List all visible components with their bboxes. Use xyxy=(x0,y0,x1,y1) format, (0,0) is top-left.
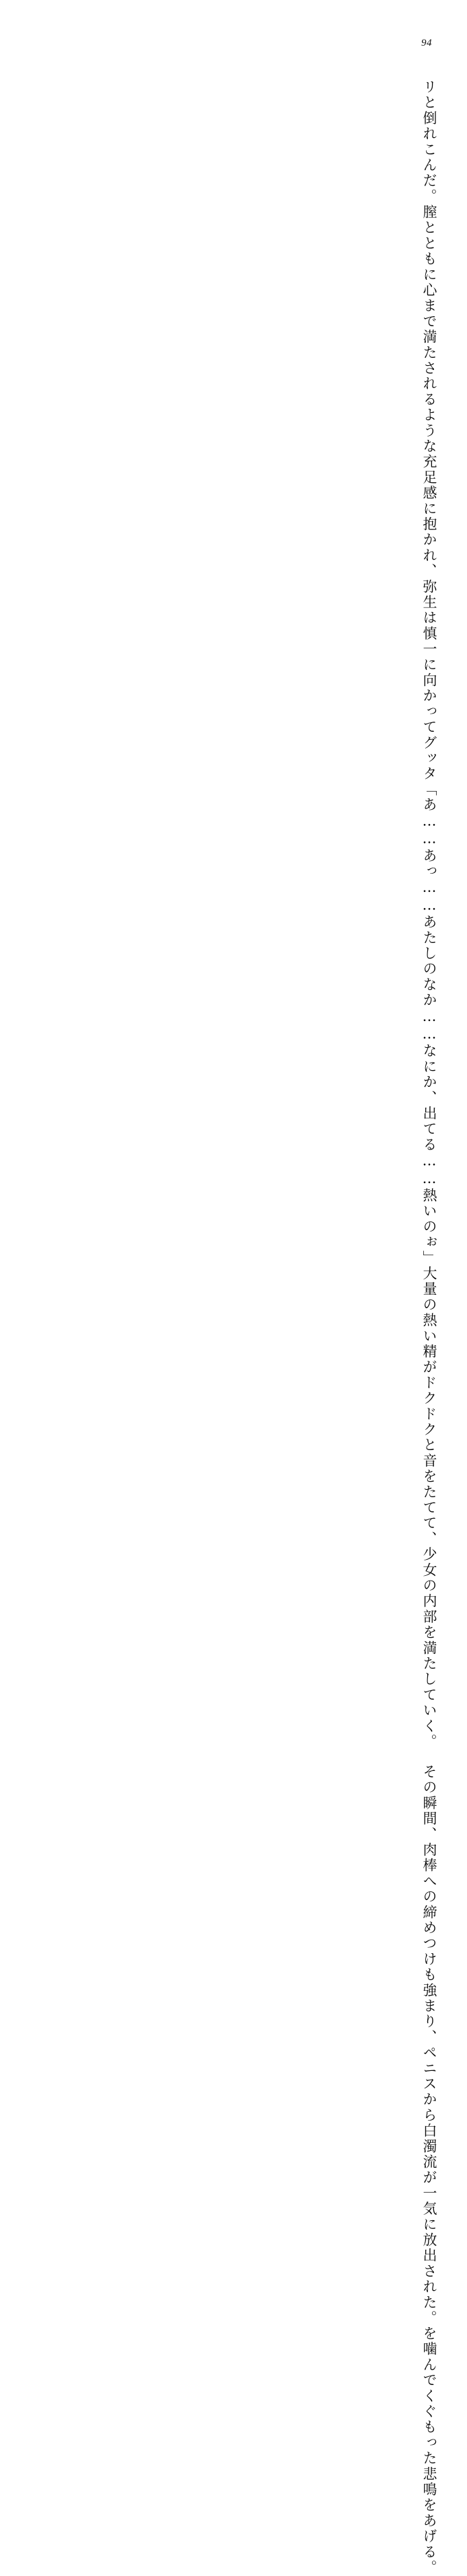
text-line: 「あ……あっ……あたしのなか……なにか、出てる……熱いのぉ」 xyxy=(421,782,437,1266)
text-line: 膣とともに心まで満たされるような充足感に抱かれ、弥生は慎一に向かってグッタ xyxy=(421,204,437,782)
text-line: 大量の熱い精がドクドクと音をたてて、少女の内部を満たしていく。 xyxy=(421,1266,437,1750)
page-number: 94 xyxy=(421,38,432,48)
text-line: を噛んでくぐもった悲鳴をあげる。 xyxy=(421,2326,437,2576)
text-line: その瞬間、肉棒への締めつけも強まり、ペニスから白濁流が一気に放出された。 xyxy=(421,1764,437,2326)
vertical-text-block xyxy=(412,65,437,2576)
text-line: リと倒れこんだ。 xyxy=(421,79,437,204)
